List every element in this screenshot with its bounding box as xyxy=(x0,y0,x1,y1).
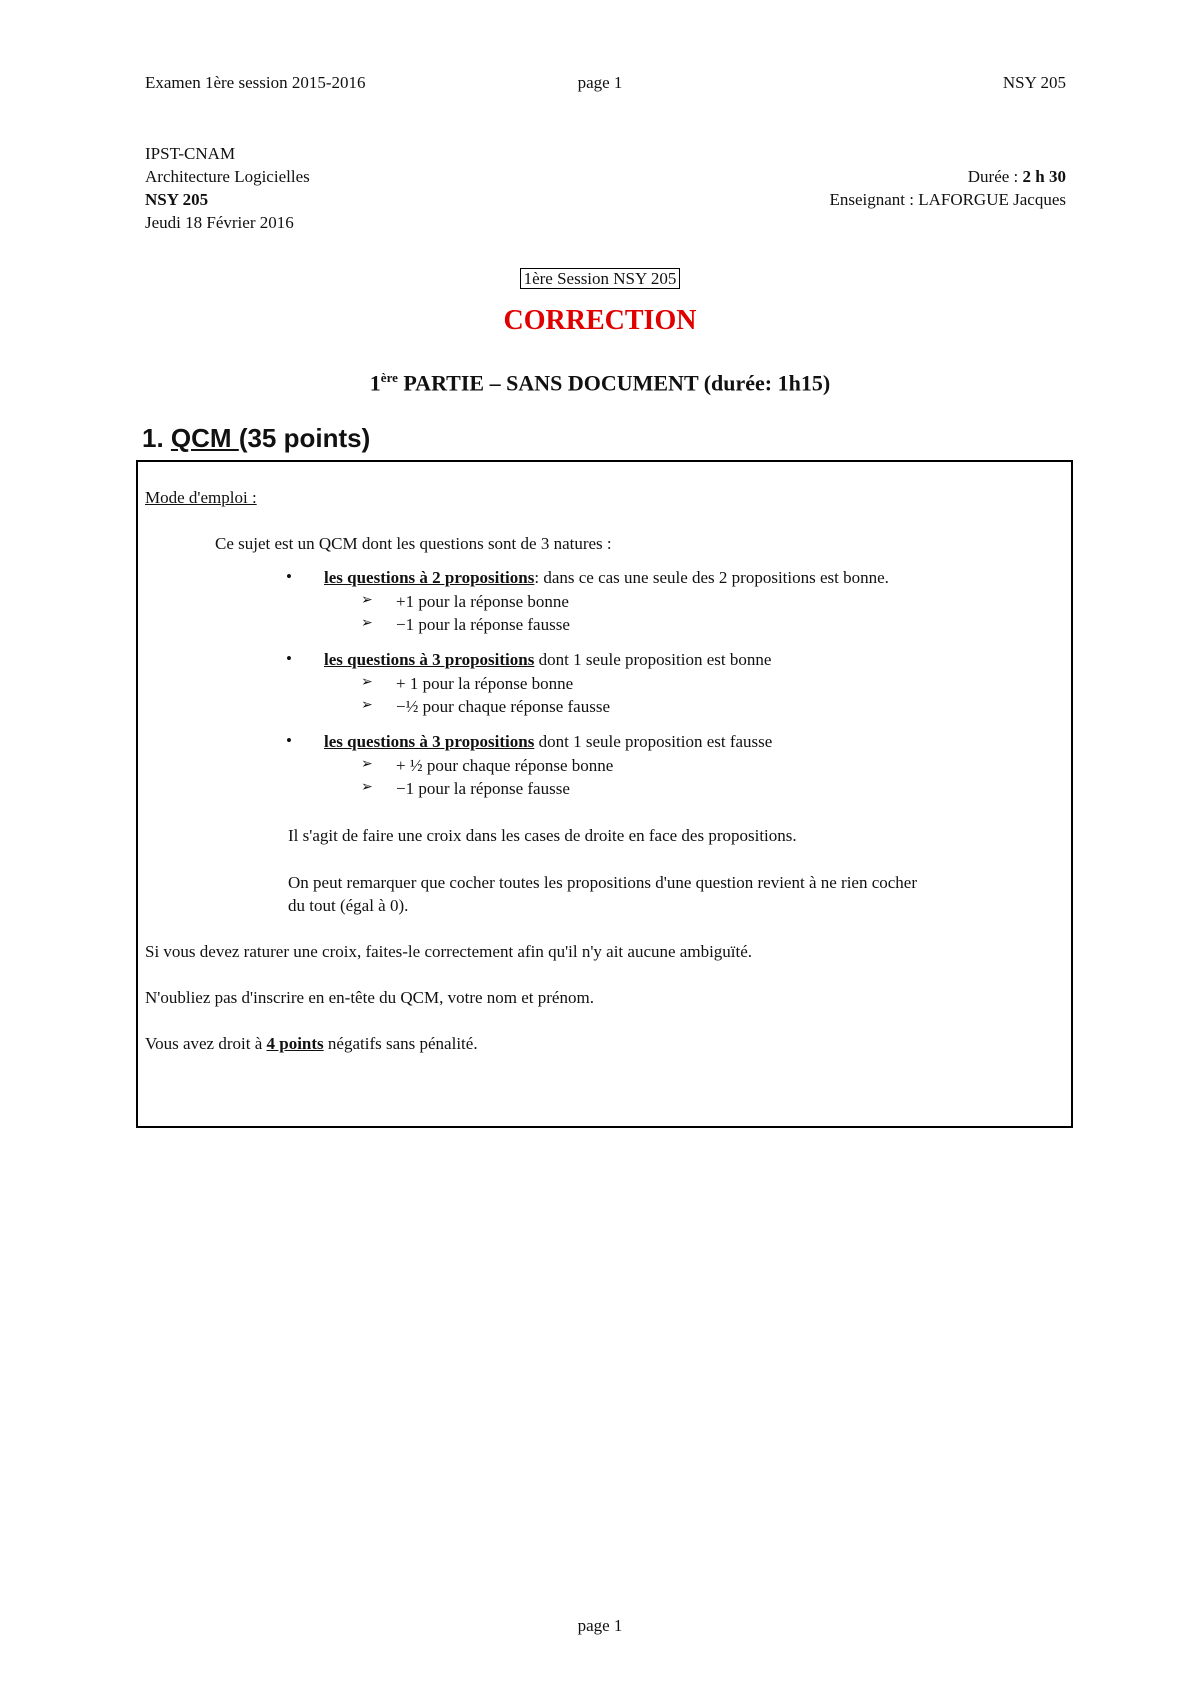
header-right: NSY 205 xyxy=(1002,73,1066,92)
section-heading xyxy=(142,423,370,454)
paragraph-remark-line-1: On peut remarquer que cocher toutes les propositions d'une question revient à ne rien cocher xyxy=(288,873,918,892)
paragraph-cross: Il s'agit de faire une croix dans les cases de droite en face des propositions. xyxy=(288,826,797,845)
bullet-1-dot: • xyxy=(286,567,292,586)
teacher: Enseignant : LAFORGUE Jacques xyxy=(829,190,1066,209)
course-code: NSY 205 xyxy=(145,190,209,209)
bullet-3-sub-1: + ½ pour chaque réponse bonne xyxy=(396,756,614,775)
bullet-3-sub-2: −1 pour la réponse fausse xyxy=(396,779,570,798)
section-name: QCM xyxy=(170,423,239,453)
course-name: Architecture Logicielles xyxy=(145,167,310,186)
section-number: 1. xyxy=(142,423,171,453)
paragraph-points xyxy=(145,1033,478,1055)
arrow-icon: ➢ xyxy=(361,593,373,608)
arrow-icon: ➢ xyxy=(361,780,373,795)
duration-label: Durée : xyxy=(967,167,1023,186)
arrow-icon: ➢ xyxy=(361,757,373,772)
bullet-3 xyxy=(324,731,772,753)
duration xyxy=(968,166,1066,188)
paragraph-erase: Si vous devez raturer une croix, faites-le correctement afin qu'il n'y ait aucune ambiguïté. xyxy=(145,942,753,961)
bullet-2-text: dont 1 seule proposition est bonne xyxy=(534,650,772,669)
session-box: 1ère Session NSY 205 xyxy=(520,268,681,289)
arrow-icon: ➢ xyxy=(361,675,373,690)
bullet-1-text: : dans ce cas une seule des 2 propositions est bonne. xyxy=(534,568,889,587)
points-value: 4 points xyxy=(266,1034,324,1053)
bullet-3-text: dont 1 seule proposition est fausse xyxy=(534,732,773,751)
part-title xyxy=(0,370,1200,396)
arrow-icon: ➢ xyxy=(361,616,373,631)
paragraph-remark-line-2: du tout (égal à 0). xyxy=(288,896,409,915)
section-points: (35 points) xyxy=(238,423,371,453)
points-text-c: négatifs sans pénalité. xyxy=(323,1034,478,1053)
bullet-1-label: les questions à 2 propositions xyxy=(324,568,535,587)
mode-title: Mode d'emploi : xyxy=(145,488,257,507)
header-page: page 1 xyxy=(577,73,623,92)
duration-value: 2 h 30 xyxy=(1022,167,1066,186)
correction-title: CORRECTION xyxy=(503,305,697,336)
points-text-a: Vous avez droit à xyxy=(145,1034,267,1053)
bullet-2 xyxy=(324,649,771,671)
intro-text: Ce sujet est un QCM dont les questions sont de 3 natures : xyxy=(215,534,612,553)
header-left: Examen 1ère session 2015-2016 xyxy=(145,73,366,92)
bullet-2-sub-1: + 1 pour la réponse bonne xyxy=(396,674,574,693)
bullet-3-dot: • xyxy=(286,731,292,750)
institution: IPST-CNAM xyxy=(145,144,236,163)
bullet-2-sub-2: −½ pour chaque réponse fausse xyxy=(396,697,610,716)
bullet-3-label: les questions à 3 propositions xyxy=(324,732,535,751)
bullet-2-label: les questions à 3 propositions xyxy=(324,650,535,669)
part-sup: ère xyxy=(380,370,398,385)
exam-date: Jeudi 18 Février 2016 xyxy=(145,213,294,232)
paragraph-name: N'oubliez pas d'inscrire en en-tête du QCM, votre nom et prénom. xyxy=(145,988,594,1007)
bullet-1 xyxy=(324,567,889,589)
part-rest: PARTIE – SANS DOCUMENT (durée: 1h15) xyxy=(397,370,831,396)
footer-page: page 1 xyxy=(577,1616,623,1635)
part-num: 1 xyxy=(369,370,381,396)
instructions-box xyxy=(136,460,1073,1128)
bullet-2-dot: • xyxy=(286,649,292,668)
bullet-1-sub-1: +1 pour la réponse bonne xyxy=(396,592,569,611)
arrow-icon: ➢ xyxy=(361,698,373,713)
bullet-1-sub-2: −1 pour la réponse fausse xyxy=(396,615,570,634)
